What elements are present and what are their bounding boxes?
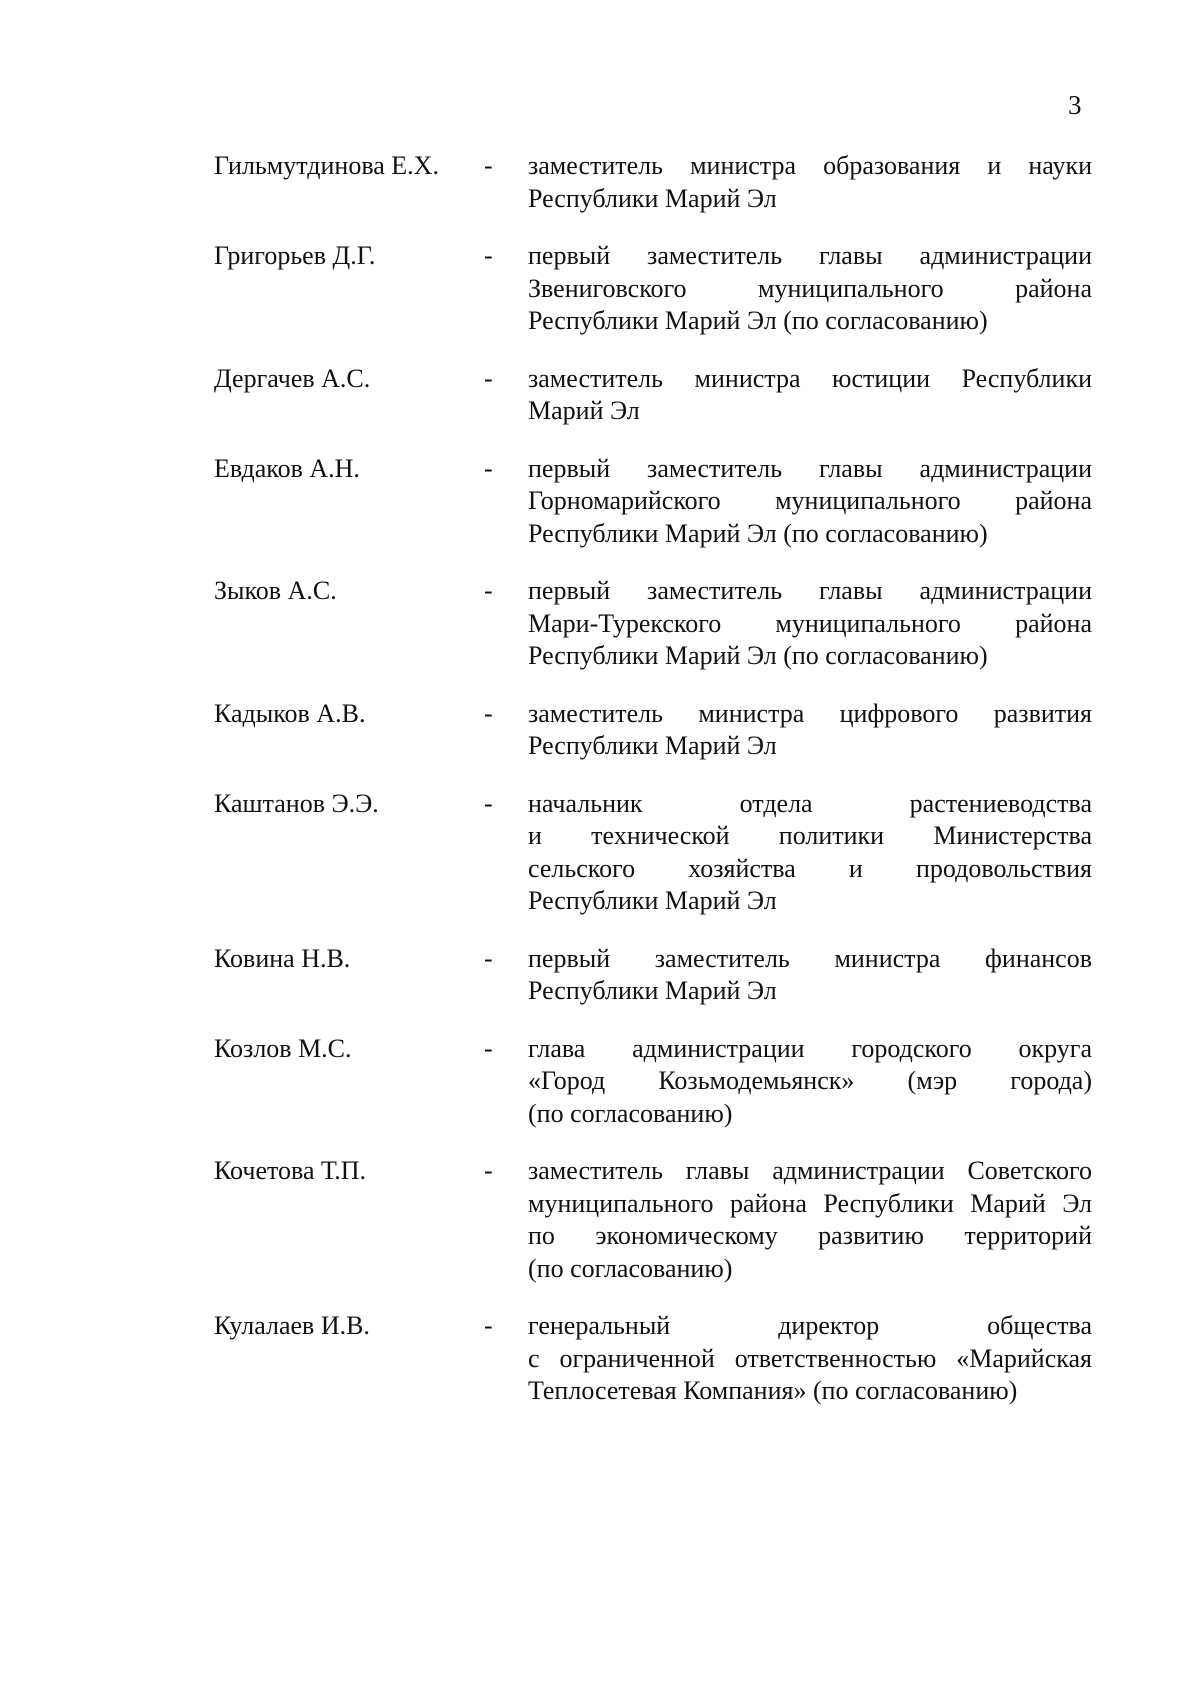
description-line: первый заместитель министра финансов <box>528 943 1092 973</box>
dash-separator: - <box>484 151 493 180</box>
position-description <box>528 698 1092 763</box>
description-line: Мари-Турекского муниципального района <box>528 608 1092 638</box>
description-line: Звениговского муниципального района <box>528 273 1092 303</box>
page-number: 3 <box>1068 90 1082 120</box>
list-item <box>0 1033 1200 1131</box>
list-item <box>0 943 1200 1008</box>
list-item <box>0 363 1200 428</box>
dash-separator: - <box>484 453 493 483</box>
description-line: Республики Марий Эл (по согласованию) <box>528 306 988 335</box>
description-line: Республики Марий Эл <box>528 731 777 760</box>
person-name: Кочетова Т.П. <box>214 1156 367 1185</box>
description-line: Республики Марий Эл (по согласованию) <box>528 641 988 670</box>
description-line: (по согласованию) <box>528 1098 733 1128</box>
description-line: сельского хозяйства и продовольствия <box>528 853 1092 883</box>
description-line: Республики Марий Эл (по согласованию) <box>528 518 988 548</box>
description-line: Республики Марий Эл <box>528 976 777 1005</box>
list-item <box>0 1310 1200 1408</box>
members-list <box>0 150 1200 1408</box>
person-name: Дергачев А.С. <box>214 363 371 393</box>
description-line: начальник отдела растениеводства <box>528 788 1092 818</box>
list-item <box>0 698 1200 763</box>
person-name: Гильмутдинова Е.Х. <box>214 151 439 180</box>
position-description <box>528 1310 1092 1408</box>
description-line: (по согласованию) <box>528 1253 733 1283</box>
position-description <box>528 943 1092 1008</box>
list-item <box>0 575 1200 673</box>
position-description <box>528 788 1092 918</box>
description-line: генеральный директор общества <box>528 1311 1092 1340</box>
position-description <box>528 1155 1092 1285</box>
person-name: Евдаков А.Н. <box>214 453 360 483</box>
description-line: муниципального района Республики Марий Эл <box>528 1188 1092 1218</box>
position-description <box>528 575 1092 673</box>
person-name: Ковина Н.В. <box>214 943 351 973</box>
description-line: «Город Козьмодемьянск» (мэр города) <box>528 1066 1092 1095</box>
description-line: первый заместитель главы администрации <box>528 241 1092 270</box>
person-name: Григорьев Д.Г. <box>214 241 376 270</box>
list-item <box>0 150 1200 215</box>
person-name: Каштанов Э.Э. <box>214 788 379 818</box>
description-line: заместитель министра образования и науки <box>528 151 1092 180</box>
description-line: заместитель министра цифрового развития <box>528 698 1092 728</box>
dash-separator: - <box>484 698 493 728</box>
dash-separator: - <box>484 576 493 605</box>
description-line: заместитель главы администрации Советского <box>528 1156 1092 1185</box>
list-item <box>0 240 1200 338</box>
description-line: с ограниченной ответственностью «Марийская <box>528 1343 1092 1373</box>
dash-separator: - <box>484 788 493 818</box>
description-line: глава администрации городского округа <box>528 1033 1092 1063</box>
list-item <box>0 788 1200 918</box>
person-name: Козлов М.С. <box>214 1033 352 1063</box>
position-description <box>528 150 1092 215</box>
position-description <box>528 363 1092 428</box>
dash-separator: - <box>484 1311 493 1340</box>
person-name: Кадыков А.В. <box>214 698 366 728</box>
description-line: по экономическому развитию территорий <box>528 1221 1092 1250</box>
dash-separator: - <box>484 943 493 973</box>
description-line: Марий Эл <box>528 396 640 425</box>
person-name: Зыков А.С. <box>214 576 337 605</box>
description-line: и технической политики Министерства <box>528 821 1092 850</box>
dash-separator: - <box>484 1033 493 1063</box>
dash-separator: - <box>484 241 493 270</box>
list-item <box>0 1155 1200 1285</box>
position-description <box>528 453 1092 551</box>
description-line: первый заместитель главы администрации <box>528 453 1092 483</box>
dash-separator: - <box>484 363 493 393</box>
description-line: Республики Марий Эл <box>528 886 777 915</box>
description-line: Республики Марий Эл <box>528 183 777 213</box>
description-line: Теплосетевая Компания» (по согласованию) <box>528 1376 1018 1405</box>
position-description <box>528 240 1092 338</box>
person-name: Кулалаев И.В. <box>214 1311 370 1340</box>
description-line: заместитель министра юстиции Республики <box>528 363 1092 393</box>
description-line: первый заместитель главы администрации <box>528 576 1092 605</box>
dash-separator: - <box>484 1156 493 1185</box>
list-item <box>0 453 1200 551</box>
position-description <box>528 1033 1092 1131</box>
description-line: Горномарийского муниципального района <box>528 486 1092 515</box>
